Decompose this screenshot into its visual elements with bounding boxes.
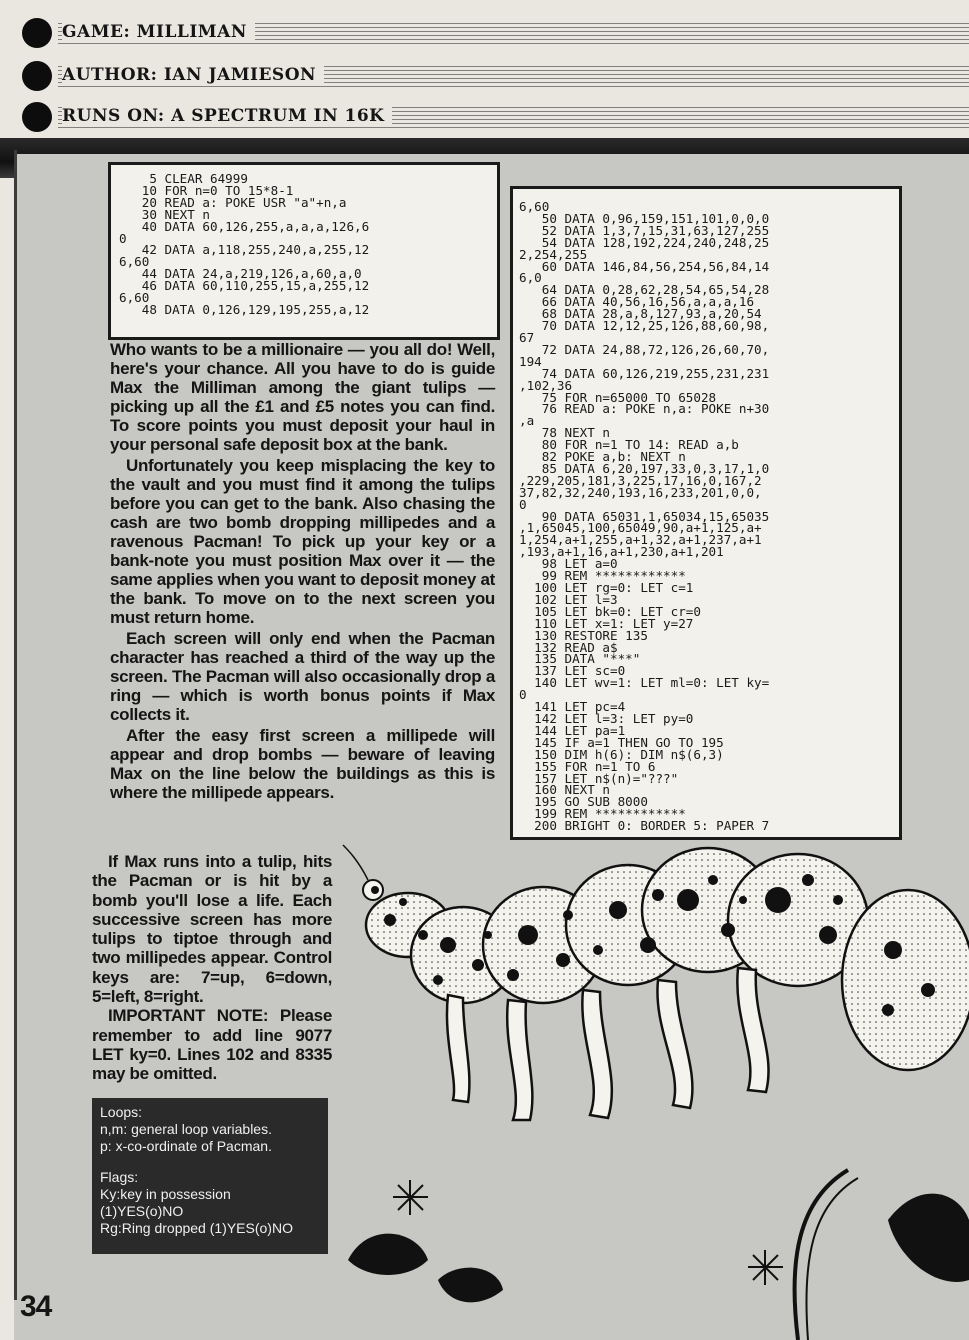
- flags-line: (1)YES(o)NO: [100, 1203, 184, 1219]
- game-title: GAME: MILLIMAN: [62, 22, 255, 42]
- flags-line: Ky:key in possession: [100, 1186, 231, 1202]
- author-name: AUTHOR: IAN JAMIESON: [62, 65, 324, 85]
- header-runs-on: [0, 96, 969, 136]
- paragraph: Who wants to be a millionaire — you all do! Well, here's your chance. All you have to do is guide Max the Milliman among the giant tulips — picking up all the £1 and £5 notes you can find. To score points you must deposit your haul in your personal safe deposit box at the bank.: [110, 340, 495, 454]
- loops-line: p: x-co-ordinate of Pacman.: [100, 1138, 272, 1154]
- paragraph: Each screen will only end when the Pacman character has reached a third of the way up the screen. The Pacman will also occasionally drop a ring — which is worth bonus points if Max collects it.: [110, 629, 495, 724]
- article-body: [110, 340, 495, 804]
- bullet-icon: [22, 61, 52, 91]
- flags-title: Flags:: [100, 1169, 139, 1185]
- header-author: [0, 55, 969, 95]
- flags-line: Rg:Ring dropped (1)YES(o)NO: [100, 1220, 293, 1236]
- important-note: IMPORTANT NOTE: Please remember to add line 9077 LET ky=0. Lines 102 and 8335 may be omitted.: [92, 1006, 332, 1084]
- variables-box: [92, 1098, 328, 1254]
- loops-line: n,m: general loop variables.: [100, 1121, 272, 1137]
- paragraph: If Max runs into a tulip, hits the Pacman or is hit by a bomb you'll lose a life. Each successive screen has more tulips to tiptoe through and two millipedes appear. Control keys are: 7=up, 6=down, 5=left, 8=right.: [92, 852, 332, 1007]
- code-listing-2: 6,60 50 DATA 0,96,159,151,101,0,0,0 52 DATA 1,3,7,15,31,63,127,255 54 DATA 128,192,224,240,248,25 2,254,255 60 DATA 146,84,56,254,56,84,14 6,0 64 DATA 0,28,62,28,54,65,54,28 66 DATA 40,56,16,56,a,a,a,16 68 DATA 28,a,8,127,93,a,20,54 70 DATA 12,12,25,126,88,60,98, 67 72 DATA 24,88,72,126,26,60,70, 194 74 DATA 60,126,219,255,231,231 ,102,36 75 FOR n=65000 TO 65028 76 READ a: POKE n,a: POKE n+30 ,a 78 NEXT n 80 FOR n=1 TO 14: READ a,b 82 POKE a,b: NEXT n 85 DATA 6,20,197,33,0,3,17,1,0 ,229,205,181,3,225,17,16,0,167,2 37,82,32,240,193,16,233,201,0,0, 0 90 DATA 65031,1,65034,15,65035 ,1,65045,100,65049,90,a+1,125,a+ 1,254,a+1,255,a+1,32,a+1,237,a+1 ,193,a+1,16,a+1,230,a+1,201 98 LET a=0 99 REM ************ 100 LET rg=0: LET c=1 102 LET l=3 105 LET bk=0: LET cr=0 110 LET x=1: LET y=27 130 RESTORE 135 132 READ a$ 135 DATA "***" 137 LET sc=0 140 LET wv=1: LET ml=0: LET ky= 0 141 LET pc=4 142 LET l=3: LET py=0 144 LET pa=1 145 IF a=1 THEN GO TO 195 150 DIM h(6): DIM n$(6,3) 155 FOR n=1 TO 6 157 LET n$(n)="???" 160 NEXT n 195 GO SUB 8000 199 REM ************ 200 BRIGHT 0: BORDER 5: PAPER 7: [510, 186, 902, 840]
- page-number: 34: [20, 1290, 52, 1323]
- article-body-continued: [92, 852, 332, 1084]
- paragraph: After the easy first screen a millipede will appear and drop bombs — beware of leaving Max on the line below the buildings as this is where the millipede appears.: [110, 726, 495, 802]
- millipede-illustration: [328, 840, 969, 1340]
- platform: RUNS ON: A SPECTRUM IN 16K: [62, 106, 392, 126]
- header-game: [0, 12, 969, 52]
- left-rule: [14, 150, 17, 1300]
- loops-title: Loops:: [100, 1104, 143, 1120]
- bullet-icon: [22, 102, 52, 132]
- bullet-icon: [22, 18, 52, 48]
- paragraph: Unfortunately you keep misplacing the key to the vault and you must find it among the tulips before you can get to the bank. Also chasing the cash are two bomb dropping millipedes and a ravenous Pacman! To pick up your key or a bank-note you must position Max over it — the same applies when you want to deposit money at the bank. To move on to the next screen you must return home.: [110, 456, 495, 627]
- code-listing-1: 5 CLEAR 64999 10 FOR n=0 TO 15*8-1 20 READ a: POKE USR "a"+n,a 30 NEXT n 40 DATA 60,126,255,a,a,a,126,6 0 42 DATA a,118,255,240,a,255,12 6,60 44 DATA 24,a,219,126,a,60,a,0 46 DATA 60,110,255,15,a,255,12 6,60 48 DATA 0,126,129,195,255,a,12: [108, 162, 500, 340]
